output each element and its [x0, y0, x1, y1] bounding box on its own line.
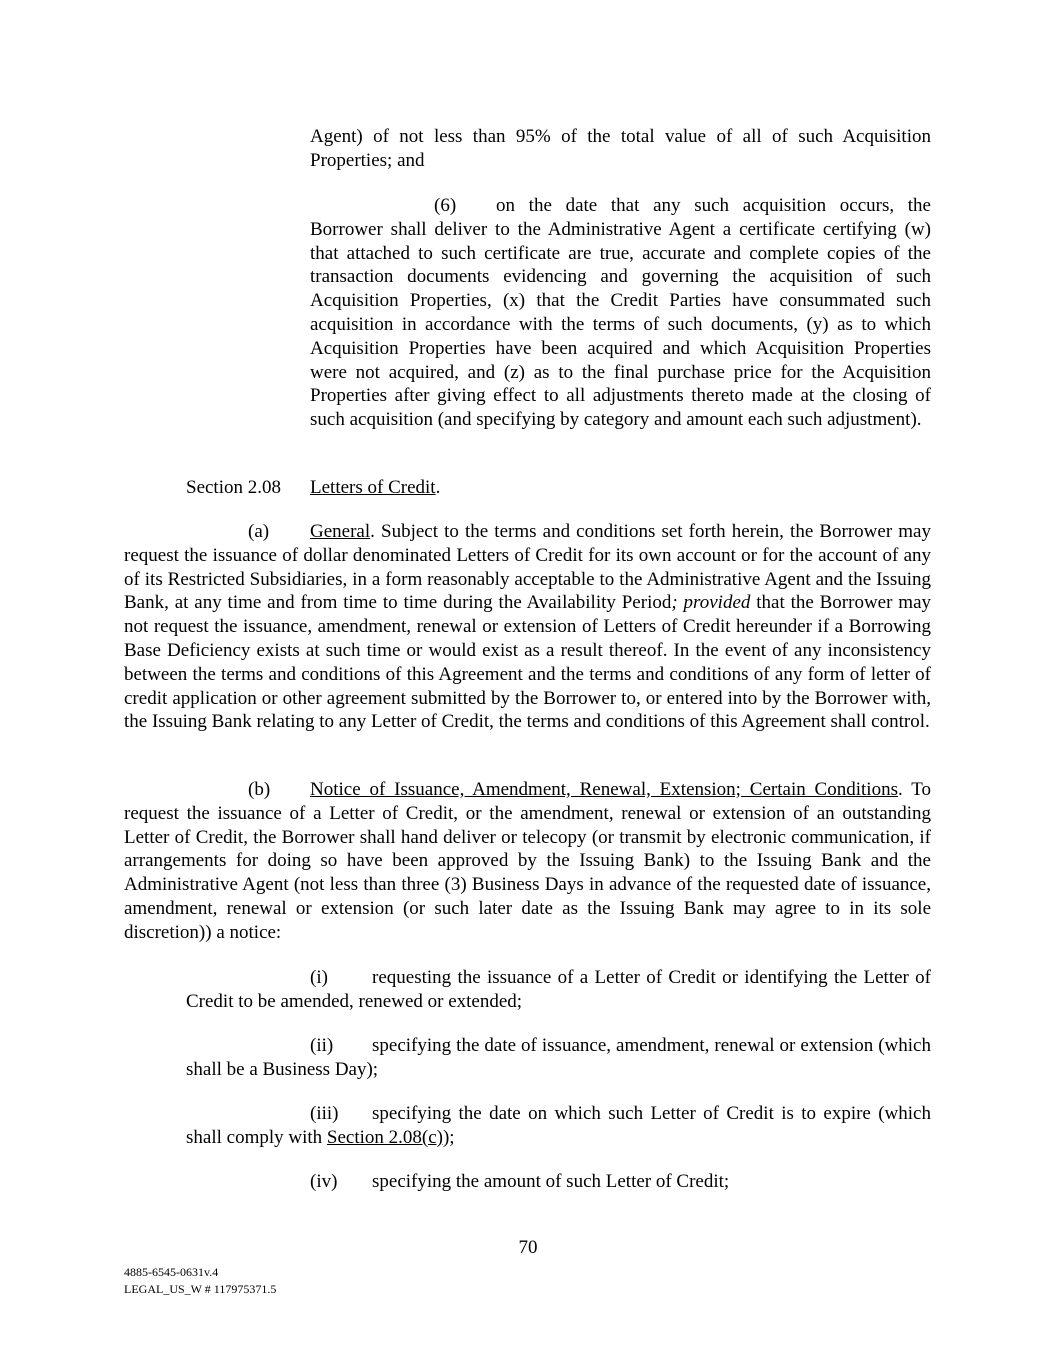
- list-item-iii: [186, 1102, 931, 1150]
- paragraph-a-number: (a): [248, 521, 270, 542]
- list-item-ii-line-2: (which shall be a Business Day);: [186, 1035, 931, 1080]
- section-number: Section 2.08: [186, 477, 281, 498]
- list-item-iii-line-1: specifying the date on which such Letter of Credit is to expire: [372, 1103, 871, 1124]
- paragraph-a: [124, 520, 931, 734]
- list-item-i-number: (i): [310, 967, 328, 988]
- page-number: 70: [518, 1237, 538, 1258]
- section-2-08-c-reference: Section 2.08(c): [326, 1126, 443, 1148]
- paragraph-a-heading: General: [310, 521, 371, 542]
- list-item-ii: [186, 1034, 931, 1082]
- section-title-period: .: [435, 477, 441, 498]
- list-item-ii-number: (ii): [310, 1035, 334, 1056]
- paragraph-a-provided: provided: [683, 592, 751, 614]
- list-item-iii-line-2-post: );: [442, 1126, 455, 1148]
- section-heading: [186, 476, 440, 500]
- list-item-i: [186, 966, 931, 1014]
- list-item-iii-number: (iii): [310, 1103, 339, 1124]
- list-item-i-line-2: of Credit to be amended, renewed or extended;: [186, 967, 931, 1012]
- continuation-paragraph: [310, 125, 931, 173]
- paragraph-a-semicolon: ;: [671, 592, 678, 614]
- list-item-i-line-1: requesting the issuance of a Letter of Credit or identifying the Letter: [372, 967, 909, 988]
- document-id-line-1: 4885-6545-0631v.4: [124, 1265, 219, 1279]
- list-item-iii-line-2-pre: (which shall comply with: [186, 1103, 931, 1148]
- paragraph-a-text-1: . Subject to the terms and conditions set forth herein, the Borrower may request the issuance of dollar denominated Letters of Credit for its own account or for the account of any of its Restricted Subsidiaries, in a form reasonably acceptable to the Administrative Agent and the Issuing Bank, at any time and from time to time during the Availability Period: [124, 521, 931, 614]
- paragraph-b: [124, 778, 931, 945]
- list-item-ii-line-1: specifying the date of issuance, amendment, renewal or extension: [372, 1035, 874, 1056]
- item-6-number: (6): [434, 195, 457, 216]
- list-item-iv: [310, 1170, 729, 1194]
- list-item-iv-line-1: specifying the amount of such Letter of Credit;: [372, 1171, 730, 1192]
- document-id-line-2: LEGAL_US_W # 117975371.5: [124, 1282, 277, 1296]
- item-6-text: on the date that any such acquisition occurs, the Borrower shall deliver to the Administrative Agent a certificate certifying (w) that attached to such certificate are true, accurate and complete copies of the transaction documents evidencing and governing the acquisition of such Acquisition Properties, (x) that the Credit Parties have consummated such acquisition in accordance with the terms of such documents, (y) as to which Acquisition Properties have been acquired and which Acquisition Properties were not acquired, and (z) as to the final purchase price for the Acquisition Properties after giving effect to all adjustments thereto made at the closing of such acquisition (and specifying by category and amount each such adjustment).: [310, 195, 931, 431]
- paragraph-a-text-2: that the Borrower may not request the issuance, amendment, renewal or extension of Letters of Credit hereunder if a Borrowing Base Deficiency exists at such time or would exist as a result thereof. In the event of any inconsistency between the terms and conditions of this Agreement and the terms and conditions of any form of letter of credit application or other agreement submitted by the Borrower to, or entered into by the Borrower with, the Issuing Bank relating to any Letter of Credit, the terms and conditions of this Agreement shall control.: [124, 592, 932, 733]
- paragraph-b-number: (b): [248, 779, 271, 800]
- list-item-iv-number: (iv): [310, 1171, 338, 1192]
- section-title: Letters of Credit: [310, 477, 436, 498]
- continuation-text: Agent) of not less than 95% of the total value of all of such Acquisition Properties; and: [310, 126, 931, 171]
- paragraph-b-heading: Notice of Issuance, Amendment, Renewal, Extension; Certain Conditions: [310, 779, 898, 800]
- paragraph-b-text: . To request the issuance of a Letter of Credit, or the amendment, renewal or extension of an outstanding Letter of Credit, the Borrower shall hand deliver or telecopy (or transmit by electronic communication, if arrangements for doing so have been approved by the Issuing Bank) to the Issuing Bank and the Administrative Agent (not less than three (3) Business Days in advance of the requested date of issuance, amendment, renewal or extension (or such later date as the Issuing Bank may agree to in its sole discretion)) a notice:: [124, 779, 931, 943]
- item-6-paragraph: [310, 194, 931, 432]
